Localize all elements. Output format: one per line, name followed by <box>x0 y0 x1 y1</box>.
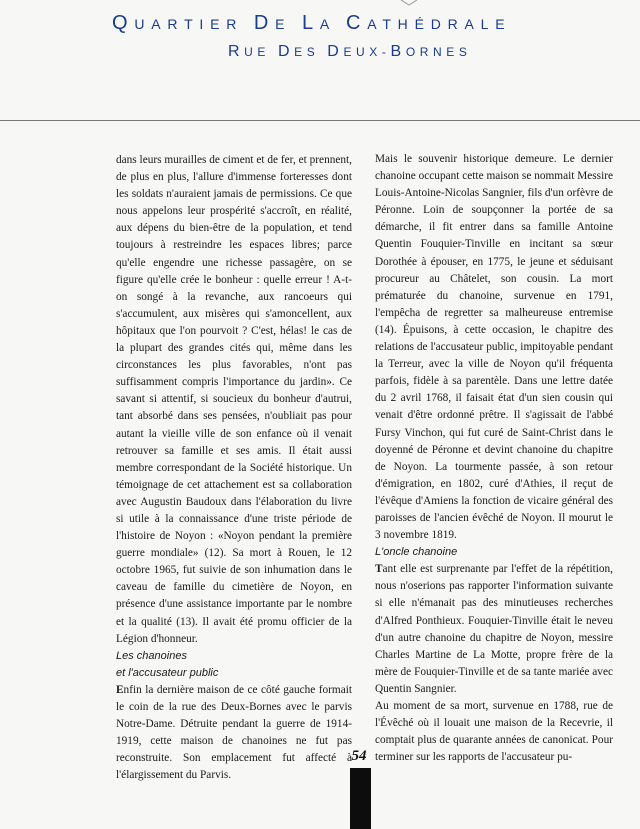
drop-cap: E <box>116 683 124 696</box>
page-subtitle: RUE DES DEUX-BORNES <box>228 43 472 60</box>
header-divider <box>0 120 640 121</box>
section-heading-accusateur: et l'accusateur public <box>116 666 219 679</box>
section-heading-chanoines: Les chanoines <box>116 649 187 662</box>
ornament-icon <box>399 0 419 6</box>
right-paragraph-2 <box>375 561 613 698</box>
right-paragraph-2-text: ant elle est surprenante par l'effet de la répétition, nous n'oserions pas rapporter l'information suivante si elle n'émanait pas des minutieuses recherches d'Alfred Ponthieux. Fouquier-Tinville était le neveu d'un autre chanoine du chapitre de Noyon, messire Charles Martine de La Motte, propre frère de la mère de Fouquier-Tinville et de sa tante mariée avec Quentin Sangnier. <box>375 563 613 695</box>
drop-cap: T <box>375 563 383 576</box>
running-header <box>0 0 640 118</box>
right-column <box>375 151 613 766</box>
page-tab-bar <box>350 768 371 829</box>
left-column <box>116 152 352 784</box>
page-title: QUARTIER DE LA CATHÉDRALE <box>112 12 512 34</box>
page-number: 54 <box>351 748 367 764</box>
right-paragraph-1: Mais le souvenir historique demeure. Le dernier chanoine occupant cette maison se nommait Messire Louis-Antoine-Nicolas Sangnier, fils d'un orfèvre de Péronne. Loin de soupçonner la portée de sa démarche, il fit entrer dans sa famille Antoine Quentin Fouquier-Tinville en incitant sa sœur Dorothée à épouser, en 1775, le jeune et séduisant procureur au Châtelet, son cousin. La mort prématurée du chanoine, survenue en 1791, l'empêcha de regretter sa malheureuse entremise (14). Épuisons, à cette occasion, le chapitre des relations de l'accusateur public, impitoyable pendant la Terreur, avec la ville de Noyon qu'il fréquenta parfois, fidèle à sa parentèle. Dans une lettre datée du 2 avril 1768, il faisait état d'un sien cousin qui venait d'être ordonné prêtre. Il s'agissait de l'abbé Fursy Vinchon, qui fut curé de Saint-Christ dans le doyenné de Péronne et devint chanoine du chapitre de Noyon. La tourmente passée, à son retour d'émigration, en 1802, curé d'Athies, il reçut de l'évêque d'Amiens la fonction de vicaire général des paroisses de l'ancien évêché de Noyon. Il mourut le 3 novembre 1819. <box>375 153 613 542</box>
right-paragraph-3: Au moment de sa mort, survenue en 1788, rue de l'Évêché où il louait une maison de la Recevrie, il comptait plus de quarante années de canonicat. Pour terminer sur les rapports de l'accusateur pu- <box>375 700 613 764</box>
left-paragraph-2-text: nfin la dernière maison de ce côté gauche formait le coin de la rue des Deux-Bornes avec le parvis Notre-Dame. Détruite pendant la guerre de 1914-1919, cette maison de chanoines ne fut pas reconstruite. Son emplacement fut affecté à l'élargissement du Parvis. <box>116 683 352 782</box>
left-paragraph-2 <box>116 682 352 785</box>
left-paragraph-1: dans leurs murailles de ciment et de fer, et prennent, de plus en plus, l'allure d'immense forteresses dont les soldats n'auraient jamais de permissions. Ce que nous appelons leur prospérité s'accroît, en réalité, aux dépens du bien-être de la population, et tend toujours à restreindre les espaces libres; parce qu'elle engendre une richesse passagère, on se figure qu'elle crée le bonheur : quelle erreur ! A-t-on songé à la revanche, aux rancoeurs qui s'accumulent, aux misères qui s'amoncellent, aux hôpitaux que l'on pourvoit ? C'est, hélas! le cas de la plupart des grandes cités qui, même dans les circonstances les plus favorables, n'ont pas suffisamment compris l'importance du jardin». Ce savant si attentif, si soucieux du bonheur d'autrui, tant absorbé dans ses pensées, n'oubliait pas pour autant la vieille ville de son enfance où il venait retrouver sa famille et ses amis. Il était aussi membre correspondant de la Société historique. Un témoignage de cet attachement est sa collaboration avec Augustin Baudoux dans l'élaboration du livre si utile à la connaissance d'une triste période de l'histoire de Noyon : «Noyon pendant la première guerre mondiale» (12). Sa mort à Rouen, le 12 octobre 1965, fut suivie de son inhumation dans le caveau de famille du cimetière de Noyon, en présence d'une assistance importante par le nombre et la qualité (13). Il avait été promu officier de la Légion d'honneur. <box>116 154 352 645</box>
section-heading-oncle: L'oncle chanoine <box>375 546 458 559</box>
